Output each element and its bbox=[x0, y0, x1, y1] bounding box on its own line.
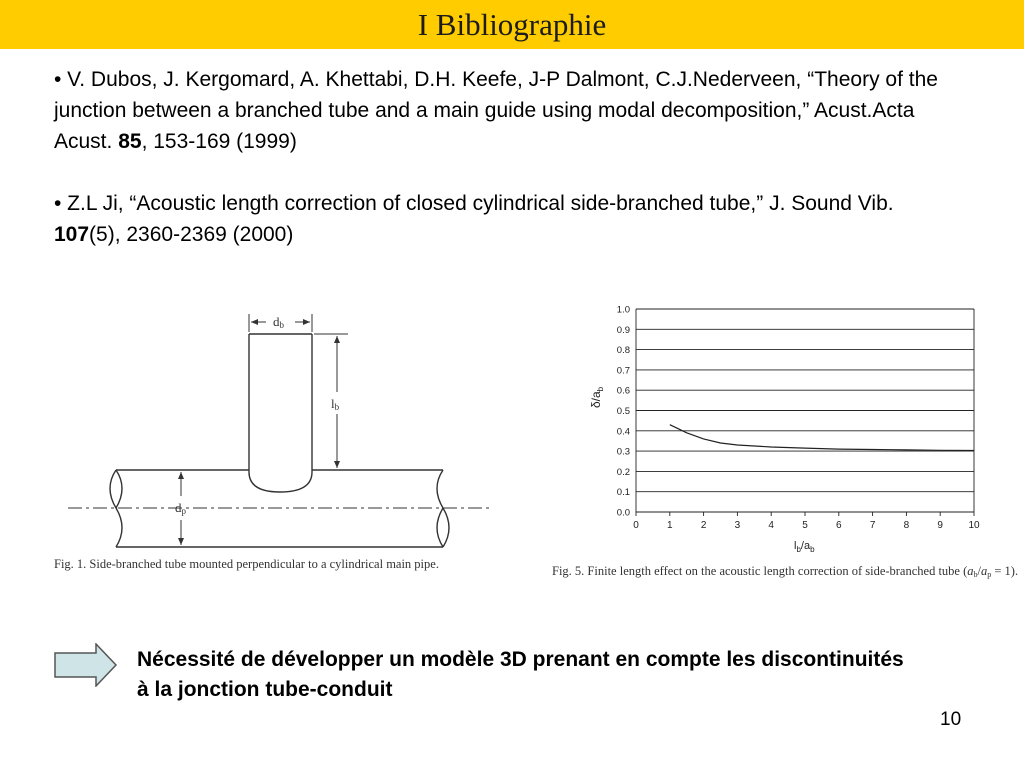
figure5-caption: Fig. 5. Finite length effect on the acoustic length correction of side-branched tube (ab/ap = 1). bbox=[552, 564, 1018, 579]
label-db: db bbox=[273, 314, 284, 330]
label-dp: dp bbox=[175, 500, 186, 516]
chart-x-tick-label: 8 bbox=[903, 520, 910, 531]
chart-y-tick-label: 0.8 bbox=[616, 345, 630, 357]
chart-x-tick-label: 7 bbox=[869, 520, 876, 531]
title-bar bbox=[0, 0, 1024, 49]
chart-x-tick-label: 1 bbox=[667, 520, 673, 531]
reference-volume: 107 bbox=[54, 223, 90, 246]
reference-item bbox=[54, 64, 954, 157]
chart-y-tick-label: 0.1 bbox=[616, 487, 630, 499]
chart-y-tick-label: 0.0 bbox=[616, 507, 630, 519]
chart-y-ticks bbox=[617, 305, 630, 519]
arrow-right-icon bbox=[54, 643, 118, 687]
reference-pages: (5), 2360-2369 (2000) bbox=[89, 223, 294, 246]
chart-x-tick-label: 0 bbox=[633, 520, 639, 531]
chart-y-tick-label: 0.3 bbox=[616, 446, 630, 458]
chart-x-tick-label: 6 bbox=[836, 520, 842, 531]
page-number: 10 bbox=[940, 709, 962, 730]
chart-y-tick-label: 0.4 bbox=[616, 426, 630, 438]
chart-y-axis-label: $\delta/a_b$ bbox=[589, 386, 605, 408]
chart-x-tick-label: 9 bbox=[937, 520, 943, 531]
reference-text: • V. Dubos, J. Kergomard, A. Khettabi, D.H. Keefe, J-P Dalmont, C.J.Nederveen, “Theory of the junction between a branched tube and a main guide using modal decomposition,” Acust.Acta Acust. bbox=[54, 68, 938, 153]
reference-item bbox=[54, 188, 954, 250]
chart-x-ticks bbox=[633, 512, 980, 531]
slide-title: I Bibliographie bbox=[417, 6, 607, 42]
conclusion-text: Nécessité de développer un modèle 3D prenant en compte les discontinuités à la jonction tube-conduit bbox=[137, 648, 904, 701]
figure1-caption: Fig. 1. Side-branched tube mounted perpendicular to a cylindrical main pipe. bbox=[54, 557, 439, 571]
chart-y-tick-label: 0.6 bbox=[616, 385, 630, 397]
chart-y-tick-label: 1.0 bbox=[616, 304, 630, 316]
chart-y-tick-label: 0.5 bbox=[616, 406, 630, 417]
chart-grid bbox=[636, 309, 974, 512]
chart-y-tick-label: 0.2 bbox=[616, 466, 630, 478]
chart-x-tick-label: 10 bbox=[968, 520, 980, 531]
chart-x-axis-label: $l_b/a_b$ bbox=[794, 540, 815, 554]
chart-y-tick-label: 0.7 bbox=[616, 365, 630, 377]
reference-text: • Z.L Ji, “Acoustic length correction of closed cylindrical side-branched tube,” J. Sound Vib. bbox=[54, 192, 894, 215]
figure-side-branch-diagram bbox=[48, 302, 518, 584]
reference-volume: 85 bbox=[118, 130, 142, 153]
chart-series-line bbox=[670, 425, 974, 451]
reference-list bbox=[54, 64, 954, 250]
chart-x-tick-label: 4 bbox=[768, 520, 774, 531]
figure-length-correction-chart bbox=[548, 298, 1018, 583]
chart-x-tick-label: 2 bbox=[700, 520, 707, 531]
label-lb: lb bbox=[331, 396, 340, 412]
chart-y-tick-label: 0.9 bbox=[616, 324, 630, 336]
reference-pages: , 153-169 (1999) bbox=[141, 130, 297, 153]
chart-x-tick-label: 3 bbox=[734, 520, 741, 531]
chart-x-tick-label: 5 bbox=[802, 520, 808, 531]
